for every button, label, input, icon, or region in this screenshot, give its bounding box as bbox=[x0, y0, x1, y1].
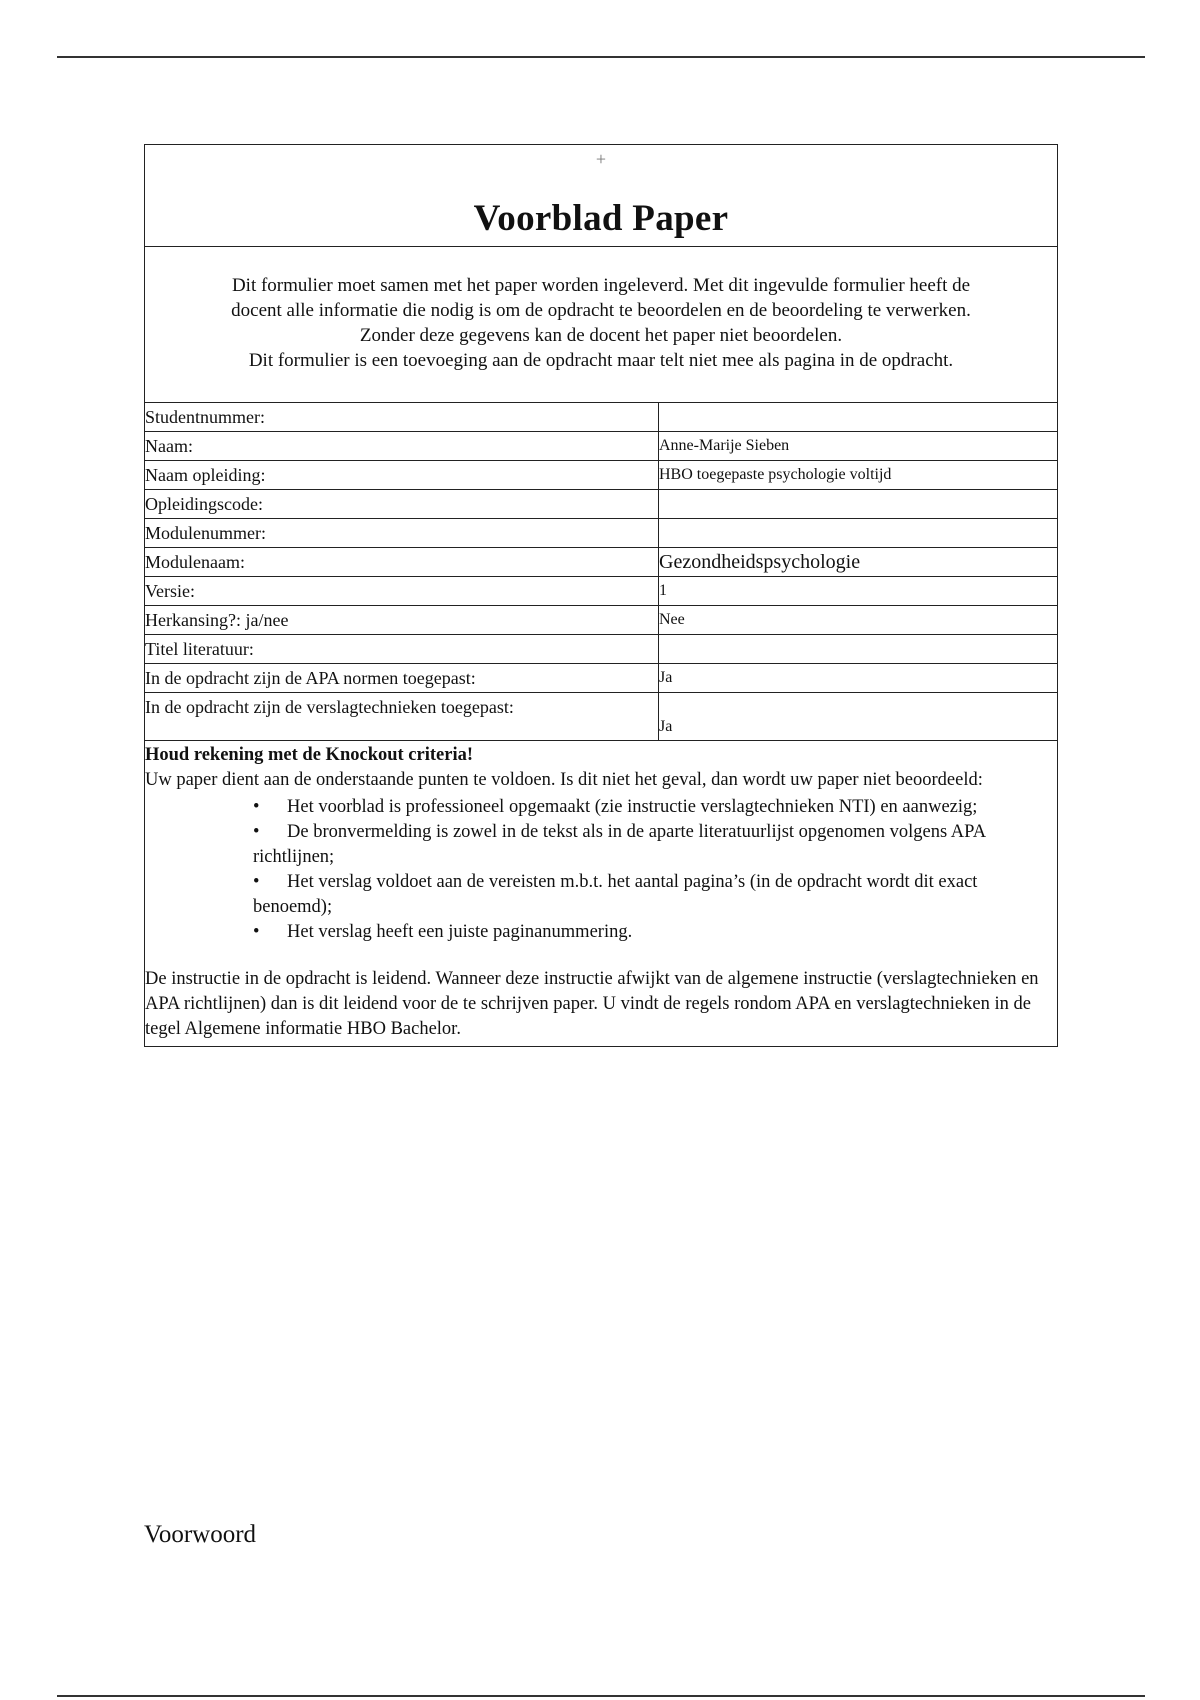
field-value-versie: 1 bbox=[659, 577, 1058, 606]
field-label-modulenummer: Modulenummer: bbox=[145, 519, 659, 548]
cover-form bbox=[144, 144, 1058, 1047]
field-label-verslagtechnieken: In de opdracht zijn de verslagtechnieken toegepast: bbox=[145, 693, 659, 741]
field-label-opleidingscode: Opleidingscode: bbox=[145, 490, 659, 519]
field-value-studentnummer bbox=[659, 403, 1058, 432]
list-item bbox=[253, 820, 1057, 870]
table-row bbox=[145, 519, 1057, 548]
list-item-text: Het voorblad is professioneel opgemaakt (zie instructie verslagtechnieken NTI) en aanwezig; bbox=[287, 797, 978, 817]
list-item-text: De bronvermelding is zowel in de tekst als in de aparte literatuurlijst opgenomen volgens APA richtlijnen; bbox=[253, 822, 986, 867]
field-label-naam: Naam: bbox=[145, 432, 659, 461]
field-label-naam-opleiding: Naam opleiding: bbox=[145, 461, 659, 490]
intro-line: Dit formulier moet samen met het paper worden ingeleverd. Met dit ingevulde formulier heeft de bbox=[231, 275, 971, 296]
knockout-text: Uw paper dient aan de onderstaande punten te voldoen. Is dit niet het geval, dan wordt uw paper niet beoordeeld: bbox=[145, 770, 983, 790]
table-row bbox=[145, 693, 1057, 741]
field-label-apa-normen: In de opdracht zijn de APA normen toegepast: bbox=[145, 664, 659, 693]
knockout-criteria bbox=[145, 741, 1057, 1046]
section-heading-voorwoord: Voorwoord bbox=[144, 1521, 257, 1548]
table-row bbox=[145, 635, 1057, 664]
field-label-herkansing: Herkansing?: ja/nee bbox=[145, 606, 659, 635]
field-label-titel-literatuur: Titel literatuur: bbox=[145, 635, 659, 664]
field-label-versie: Versie: bbox=[145, 577, 659, 606]
list-item bbox=[253, 870, 1057, 920]
knockout-footer: De instructie in de opdracht is leidend. Wanneer deze instructie afwijkt van de algemene instructie (verslagtechnieken en APA richtlijnen) dan is dit leidend voor de te schrijven paper. U vindt de regels rondom APA en verslagtechnieken in de tegel Algemene informatie HBO Bachelor. bbox=[145, 969, 1039, 1039]
field-value-titel-literatuur bbox=[659, 635, 1058, 664]
field-value-herkansing: Nee bbox=[659, 606, 1058, 635]
table-row bbox=[145, 490, 1057, 519]
field-value-naam-opleiding: HBO toegepaste psychologie voltijd bbox=[659, 461, 1058, 490]
table-row bbox=[145, 606, 1057, 635]
bullet-icon: • bbox=[253, 797, 260, 817]
table-row bbox=[145, 577, 1057, 606]
crosshair-icon: + bbox=[595, 149, 607, 169]
intro-line: Zonder deze gegevens kan de docent het paper niet beoordelen. bbox=[359, 325, 843, 346]
field-value-modulenaam: Gezondheidspsychologie bbox=[659, 548, 1058, 577]
title-block bbox=[145, 145, 1057, 247]
field-value-opleidingscode bbox=[659, 490, 1058, 519]
page-title: Voorblad Paper bbox=[473, 198, 729, 239]
field-value-apa-normen: Ja bbox=[659, 664, 1058, 693]
table-row bbox=[145, 548, 1057, 577]
field-value-modulenummer bbox=[659, 519, 1058, 548]
field-value-naam: Anne-Marije Sieben bbox=[659, 432, 1058, 461]
table-row bbox=[145, 403, 1057, 432]
list-item bbox=[253, 920, 1057, 945]
bullet-icon: • bbox=[253, 822, 260, 842]
bullet-icon: • bbox=[253, 872, 260, 892]
field-label-modulenaam: Modulenaam: bbox=[145, 548, 659, 577]
top-rule bbox=[57, 56, 1145, 58]
knockout-list bbox=[145, 795, 1057, 945]
knockout-heading: Houd rekening met de Knockout criteria! bbox=[145, 745, 474, 765]
list-item-text: Het verslag voldoet aan de vereisten m.b.t. het aantal pagina’s (in de opdracht wordt dit exact benoemd); bbox=[253, 872, 978, 917]
intro-line: docent alle informatie die nodig is om de opdracht te beoordelen en de beoordeling te verwerken. bbox=[231, 300, 971, 321]
list-item bbox=[253, 795, 1057, 820]
table-row bbox=[145, 664, 1057, 693]
bottom-rule bbox=[57, 1695, 1145, 1697]
table-row bbox=[145, 432, 1057, 461]
field-value-verslagtechnieken: Ja bbox=[659, 693, 1058, 741]
bullet-icon: • bbox=[253, 922, 260, 942]
fields-table bbox=[145, 403, 1057, 741]
table-row bbox=[145, 461, 1057, 490]
field-label-studentnummer: Studentnummer: bbox=[145, 403, 659, 432]
intro-text bbox=[145, 247, 1057, 403]
list-item-text: Het verslag heeft een juiste paginanummering. bbox=[287, 922, 633, 942]
intro-line: Dit formulier is een toevoeging aan de opdracht maar telt niet mee als pagina in de opdracht. bbox=[248, 350, 954, 371]
